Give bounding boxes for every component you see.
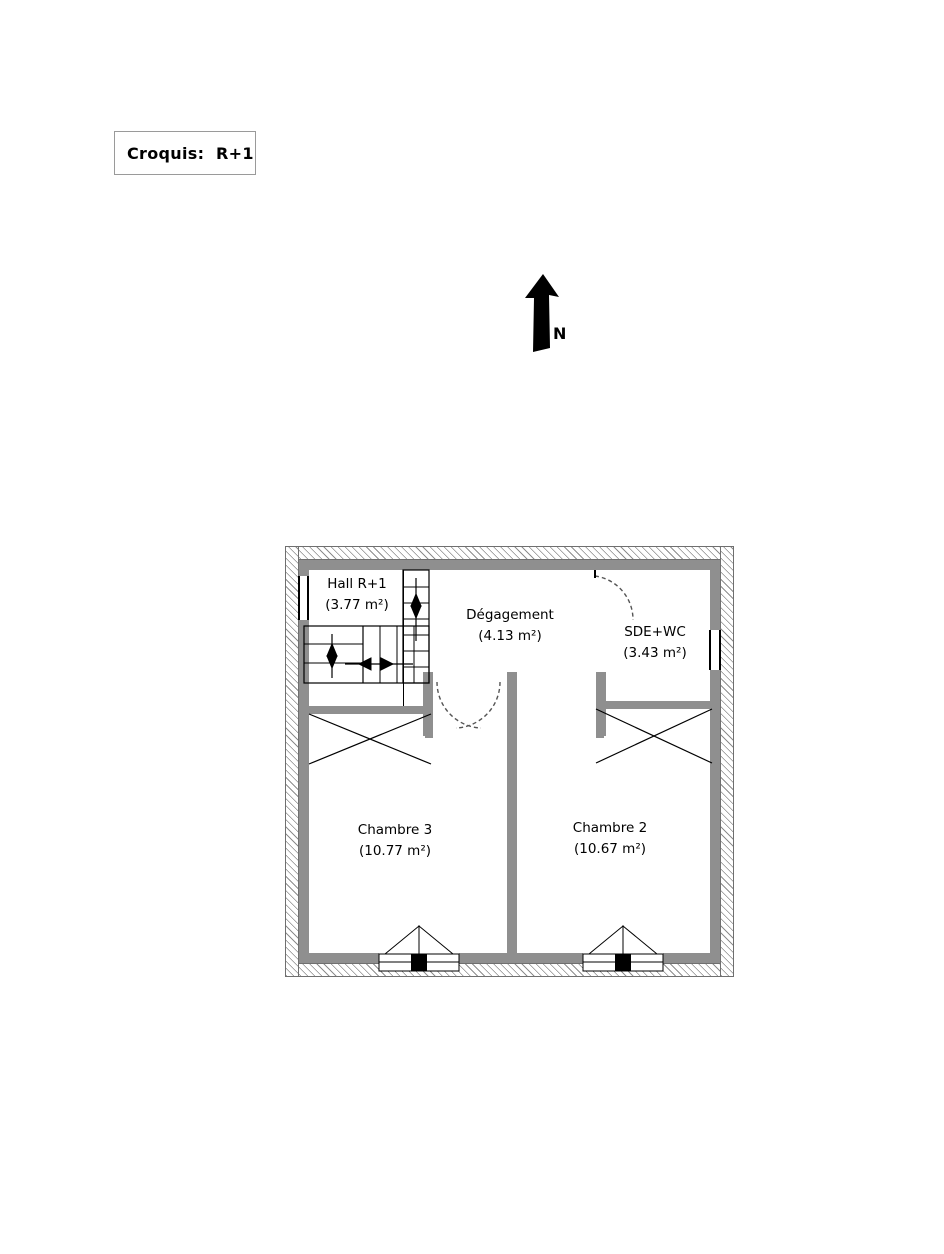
room-label-degagement	[440, 605, 580, 647]
room-area-chambre3: (10.77 m²)	[358, 842, 432, 859]
room-name-degagement: Dégagement	[466, 607, 554, 623]
room-label-hall	[305, 574, 409, 616]
room-area-sde: (3.43 m²)	[623, 644, 687, 661]
room-area-chambre2: (10.67 m²)	[573, 840, 647, 857]
room-name-chambre2: Chambre 2	[572, 820, 648, 836]
room-label-sde	[594, 622, 716, 664]
room-name-chambre3: Chambre 3	[357, 822, 433, 838]
north-arrow-icon	[505, 270, 585, 365]
floor-plan	[285, 546, 734, 977]
title-box	[114, 131, 256, 175]
room-label-chambre2	[540, 818, 680, 860]
room-label-chambre3	[325, 820, 465, 862]
room-area-hall: (3.77 m²)	[325, 596, 389, 613]
room-name-hall: Hall R+1	[327, 576, 387, 592]
north-arrow	[505, 270, 585, 365]
room-name-sde: SDE+WC	[624, 624, 686, 640]
room-area-degagement: (4.13 m²)	[478, 627, 542, 644]
page-title: Croquis: R+1	[127, 143, 254, 163]
north-label: N	[553, 324, 567, 343]
